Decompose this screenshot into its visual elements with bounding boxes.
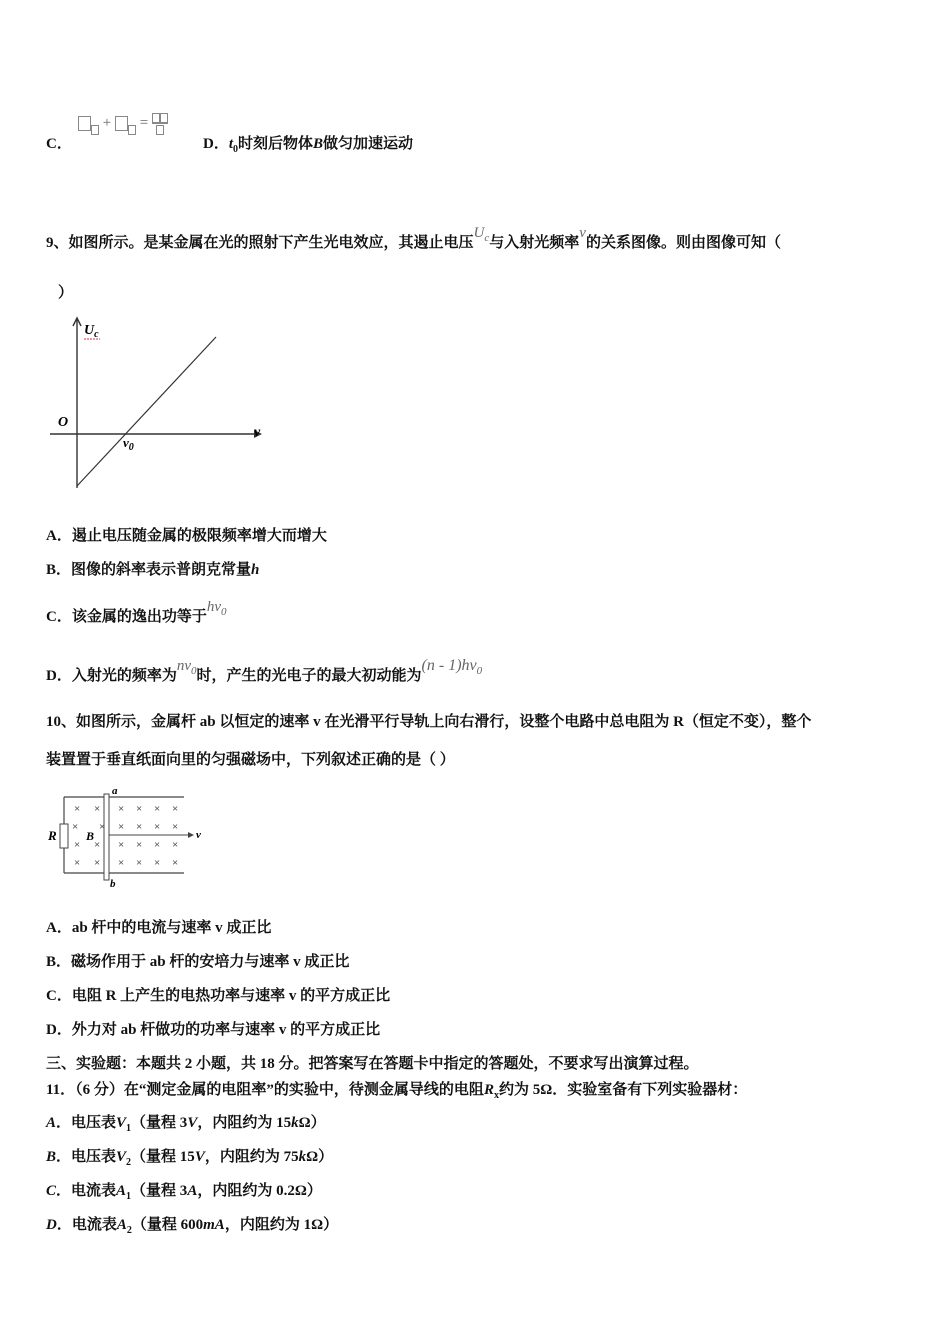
option-label: D． [203, 136, 229, 152]
text: Ω） [298, 1115, 326, 1131]
text: ．电压表 [56, 1115, 117, 1131]
instrument-symbol: V [116, 1149, 127, 1165]
field-cross: × [118, 821, 125, 833]
text: ．电压表 [56, 1149, 117, 1165]
text: ．电流表 [56, 1183, 117, 1199]
text: 时刻后物体 [238, 136, 314, 152]
field-cross: × [118, 803, 125, 815]
q11-option-d [46, 1215, 338, 1241]
instrument-symbol: A [116, 1183, 127, 1199]
v-label: v [196, 829, 201, 841]
q8-option-c [46, 134, 72, 154]
symbol-uc: U [473, 225, 485, 241]
q10-figure [44, 786, 204, 890]
q8-c-formula [78, 112, 168, 135]
option-letter: A [46, 1115, 57, 1131]
sub: 2 [126, 1225, 132, 1236]
var-b: B [313, 136, 324, 152]
symbol-nu: ν [579, 225, 586, 241]
r-label: R [48, 828, 57, 843]
section-heading: 三、实验题：本题共 2 小题，共 18 分。把答案写在答题卡中指定的答题处，不要求写出演算过程。 [46, 1056, 699, 1072]
sub: 0 [476, 665, 483, 678]
q9-option-b [46, 560, 259, 580]
text: ，内阻约为 1Ω） [224, 1217, 339, 1233]
field-cross: × [136, 857, 143, 869]
field-cross: × [94, 803, 101, 815]
q11-stem [46, 1080, 747, 1106]
sub: 0 [191, 665, 197, 677]
field-cross: × [74, 803, 81, 815]
text: 做匀加速运动 [323, 136, 414, 152]
formula: hν [206, 599, 222, 615]
text: 时，产生的光电子的最大初动能为 [196, 668, 422, 684]
text: 的关系图像。则由图像可知（ [585, 235, 781, 251]
field-cross: × [136, 803, 143, 815]
q11-option-c [46, 1181, 322, 1207]
sub: 0 [221, 606, 227, 618]
text: （量程 15 [131, 1149, 195, 1165]
field-cross: × [172, 803, 179, 815]
option-letter: D [46, 1217, 57, 1233]
q10-option-c: C．电阻 R 上产生的电热功率与速率 v 的平方成正比 [46, 988, 391, 1004]
field-cross: × [74, 839, 81, 851]
var-t: t [228, 136, 234, 152]
equals-sign: = [139, 114, 149, 131]
text: ，内阻约为 75 [204, 1149, 299, 1165]
formula: (n - 1)hν [421, 657, 477, 674]
x-label: ν [254, 425, 261, 440]
resistor [60, 824, 68, 848]
sub: 0 [233, 144, 239, 155]
field-cross: × [154, 803, 161, 815]
field-cross: × [172, 857, 179, 869]
q8-option-d [203, 134, 413, 160]
q9-graph [44, 312, 274, 492]
instrument-symbol: A [116, 1217, 127, 1233]
unit: mA [203, 1217, 225, 1233]
plus-sign: + [102, 114, 112, 131]
origin-label: O [58, 415, 69, 430]
text: ，内阻约为 15 [197, 1115, 292, 1131]
q10-stem-line1: 10、如图所示，金属杆 ab 以恒定的速率 v 在光滑平行导轨上向右滑行，设整个电路中总电阻为 R（恒定不变），整个 [46, 714, 812, 730]
field-cross: × [72, 821, 79, 833]
var-h: h [251, 562, 260, 578]
sub: 1 [126, 1191, 132, 1202]
unit: V [187, 1115, 198, 1131]
field-cross: × [172, 839, 179, 851]
option-label: C． [46, 136, 72, 152]
instrument-symbol: V [116, 1115, 127, 1131]
metal-rod-ab [104, 794, 109, 880]
q10-option-a: A．ab 杆中的电流与速率 v 成正比 [46, 920, 272, 936]
b-end-label: b [110, 878, 116, 890]
nu0-label: $\nu_0$ [123, 435, 134, 453]
q9-stem-close: ） [58, 285, 74, 301]
q9-option-a: A．遏止电压随金属的极限频率增大而增大 [46, 528, 327, 544]
field-cross: × [99, 821, 106, 833]
field-cross: × [94, 839, 101, 851]
field-cross: × [154, 839, 161, 851]
q9-stem [46, 225, 781, 258]
b-label: B [86, 829, 95, 843]
option-letter: B [46, 1149, 57, 1165]
text: 约为 5Ω．实验室备有下列实验器材： [498, 1082, 748, 1098]
text: ．电流表 [56, 1217, 117, 1233]
uc-nu-line [77, 337, 216, 486]
q9-option-c [46, 599, 227, 632]
field-cross: × [118, 857, 125, 869]
text: 9、如图所示。是某金属在光的照射下产生光电效应，其遏止电压 [46, 235, 474, 251]
text: （量程 600 [131, 1217, 204, 1233]
sub: 2 [126, 1157, 132, 1168]
sub: x [493, 1090, 499, 1101]
text: （量程 3 [131, 1183, 188, 1199]
sub: 1 [126, 1123, 132, 1134]
text: Ω） [306, 1149, 334, 1165]
field-cross: × [172, 821, 179, 833]
q10-stem-line2: 装置置于垂直纸面向里的匀强磁场中，下列叙述正确的是（ ） [46, 752, 455, 768]
text: D．入射光的频率为 [46, 668, 177, 684]
option-letter: C [46, 1183, 57, 1199]
field-cross: × [118, 839, 125, 851]
field-cross: × [136, 839, 143, 851]
formula: nν [176, 658, 192, 674]
field-cross: × [74, 857, 81, 869]
field-cross: × [154, 821, 161, 833]
field-cross: × [94, 857, 101, 869]
q11-option-a [46, 1113, 326, 1139]
unit: k [291, 1115, 299, 1131]
text: 与入射光频率 [489, 235, 580, 251]
var-r: R [483, 1082, 494, 1098]
a-label: a [112, 786, 118, 797]
unit: k [298, 1149, 307, 1165]
sub: c [484, 232, 490, 244]
y-label: $U_c$ [84, 323, 99, 340]
unit: A [187, 1183, 198, 1199]
field-cross: × [136, 821, 143, 833]
unit: V [194, 1149, 205, 1165]
velocity-arrow [188, 832, 194, 838]
field-cross: × [154, 857, 161, 869]
text: ，内阻约为 0.2Ω） [197, 1183, 322, 1199]
text: 11．（6 分）在“测定金属的电阻率”的实验中，待测金属导线的电阻 [46, 1082, 484, 1098]
q10-option-d: D．外力对 ab 杆做功的功率与速率 v 的平方成正比 [46, 1022, 381, 1038]
q11-option-b [46, 1147, 333, 1173]
text: C．该金属的逸出功等于 [46, 609, 207, 625]
text: B．图像的斜率表示普朗克常量 [46, 562, 252, 578]
q10-option-b: B．磁场作用于 ab 杆的安培力与速率 v 成正比 [46, 954, 350, 970]
text: （量程 3 [131, 1115, 188, 1131]
